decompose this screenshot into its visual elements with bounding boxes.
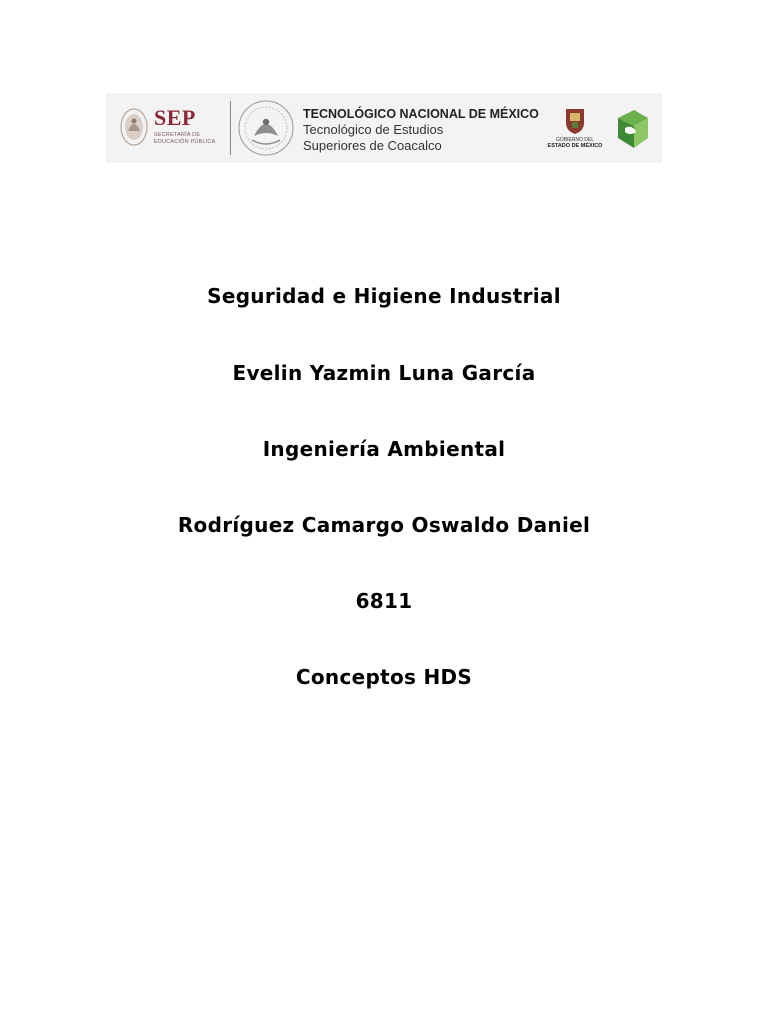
edomex-line2: ESTADO DE MÉXICO (547, 143, 603, 149)
sep-subtitle-line2: EDUCACIÓN PÚBLICA (154, 139, 216, 145)
tecnm-campus-line1: Tecnológico de Estudios (303, 122, 444, 137)
sep-logo (154, 107, 224, 151)
tecnm-name: TECNOLÓGICO NACIONAL DE MÉXICO (303, 107, 539, 121)
logo-divider (230, 101, 231, 155)
sep-subtitle (154, 132, 224, 146)
career-name: Ingeniería Ambiental (262, 437, 506, 461)
mexican-national-seal-icon (236, 98, 296, 158)
teacher-name: Rodríguez Camargo Oswaldo Daniel (177, 513, 591, 537)
group-number: 6811 (355, 589, 413, 613)
tecnm-logo-text (303, 107, 548, 154)
institutional-logo-banner (106, 93, 662, 163)
tecnm-campus-line2: Superiores de Coacalco (303, 138, 442, 153)
sep-subtitle-line1: SECRETARÍA DE (154, 132, 201, 138)
student-name: Evelin Yazmin Luna García (232, 361, 536, 385)
edomex-line1: GOBIERNO DEL (555, 137, 595, 143)
edomex-shield-icon (564, 107, 586, 135)
mexican-coat-of-arms-icon (118, 105, 150, 149)
sep-name: SEP (154, 105, 196, 130)
edomex-logo (543, 107, 607, 153)
subject-title: Seguridad e Higiene Industrial (207, 284, 561, 308)
tesco-green-logo-icon (614, 108, 652, 150)
assignment-topic: Conceptos HDS (295, 665, 473, 689)
